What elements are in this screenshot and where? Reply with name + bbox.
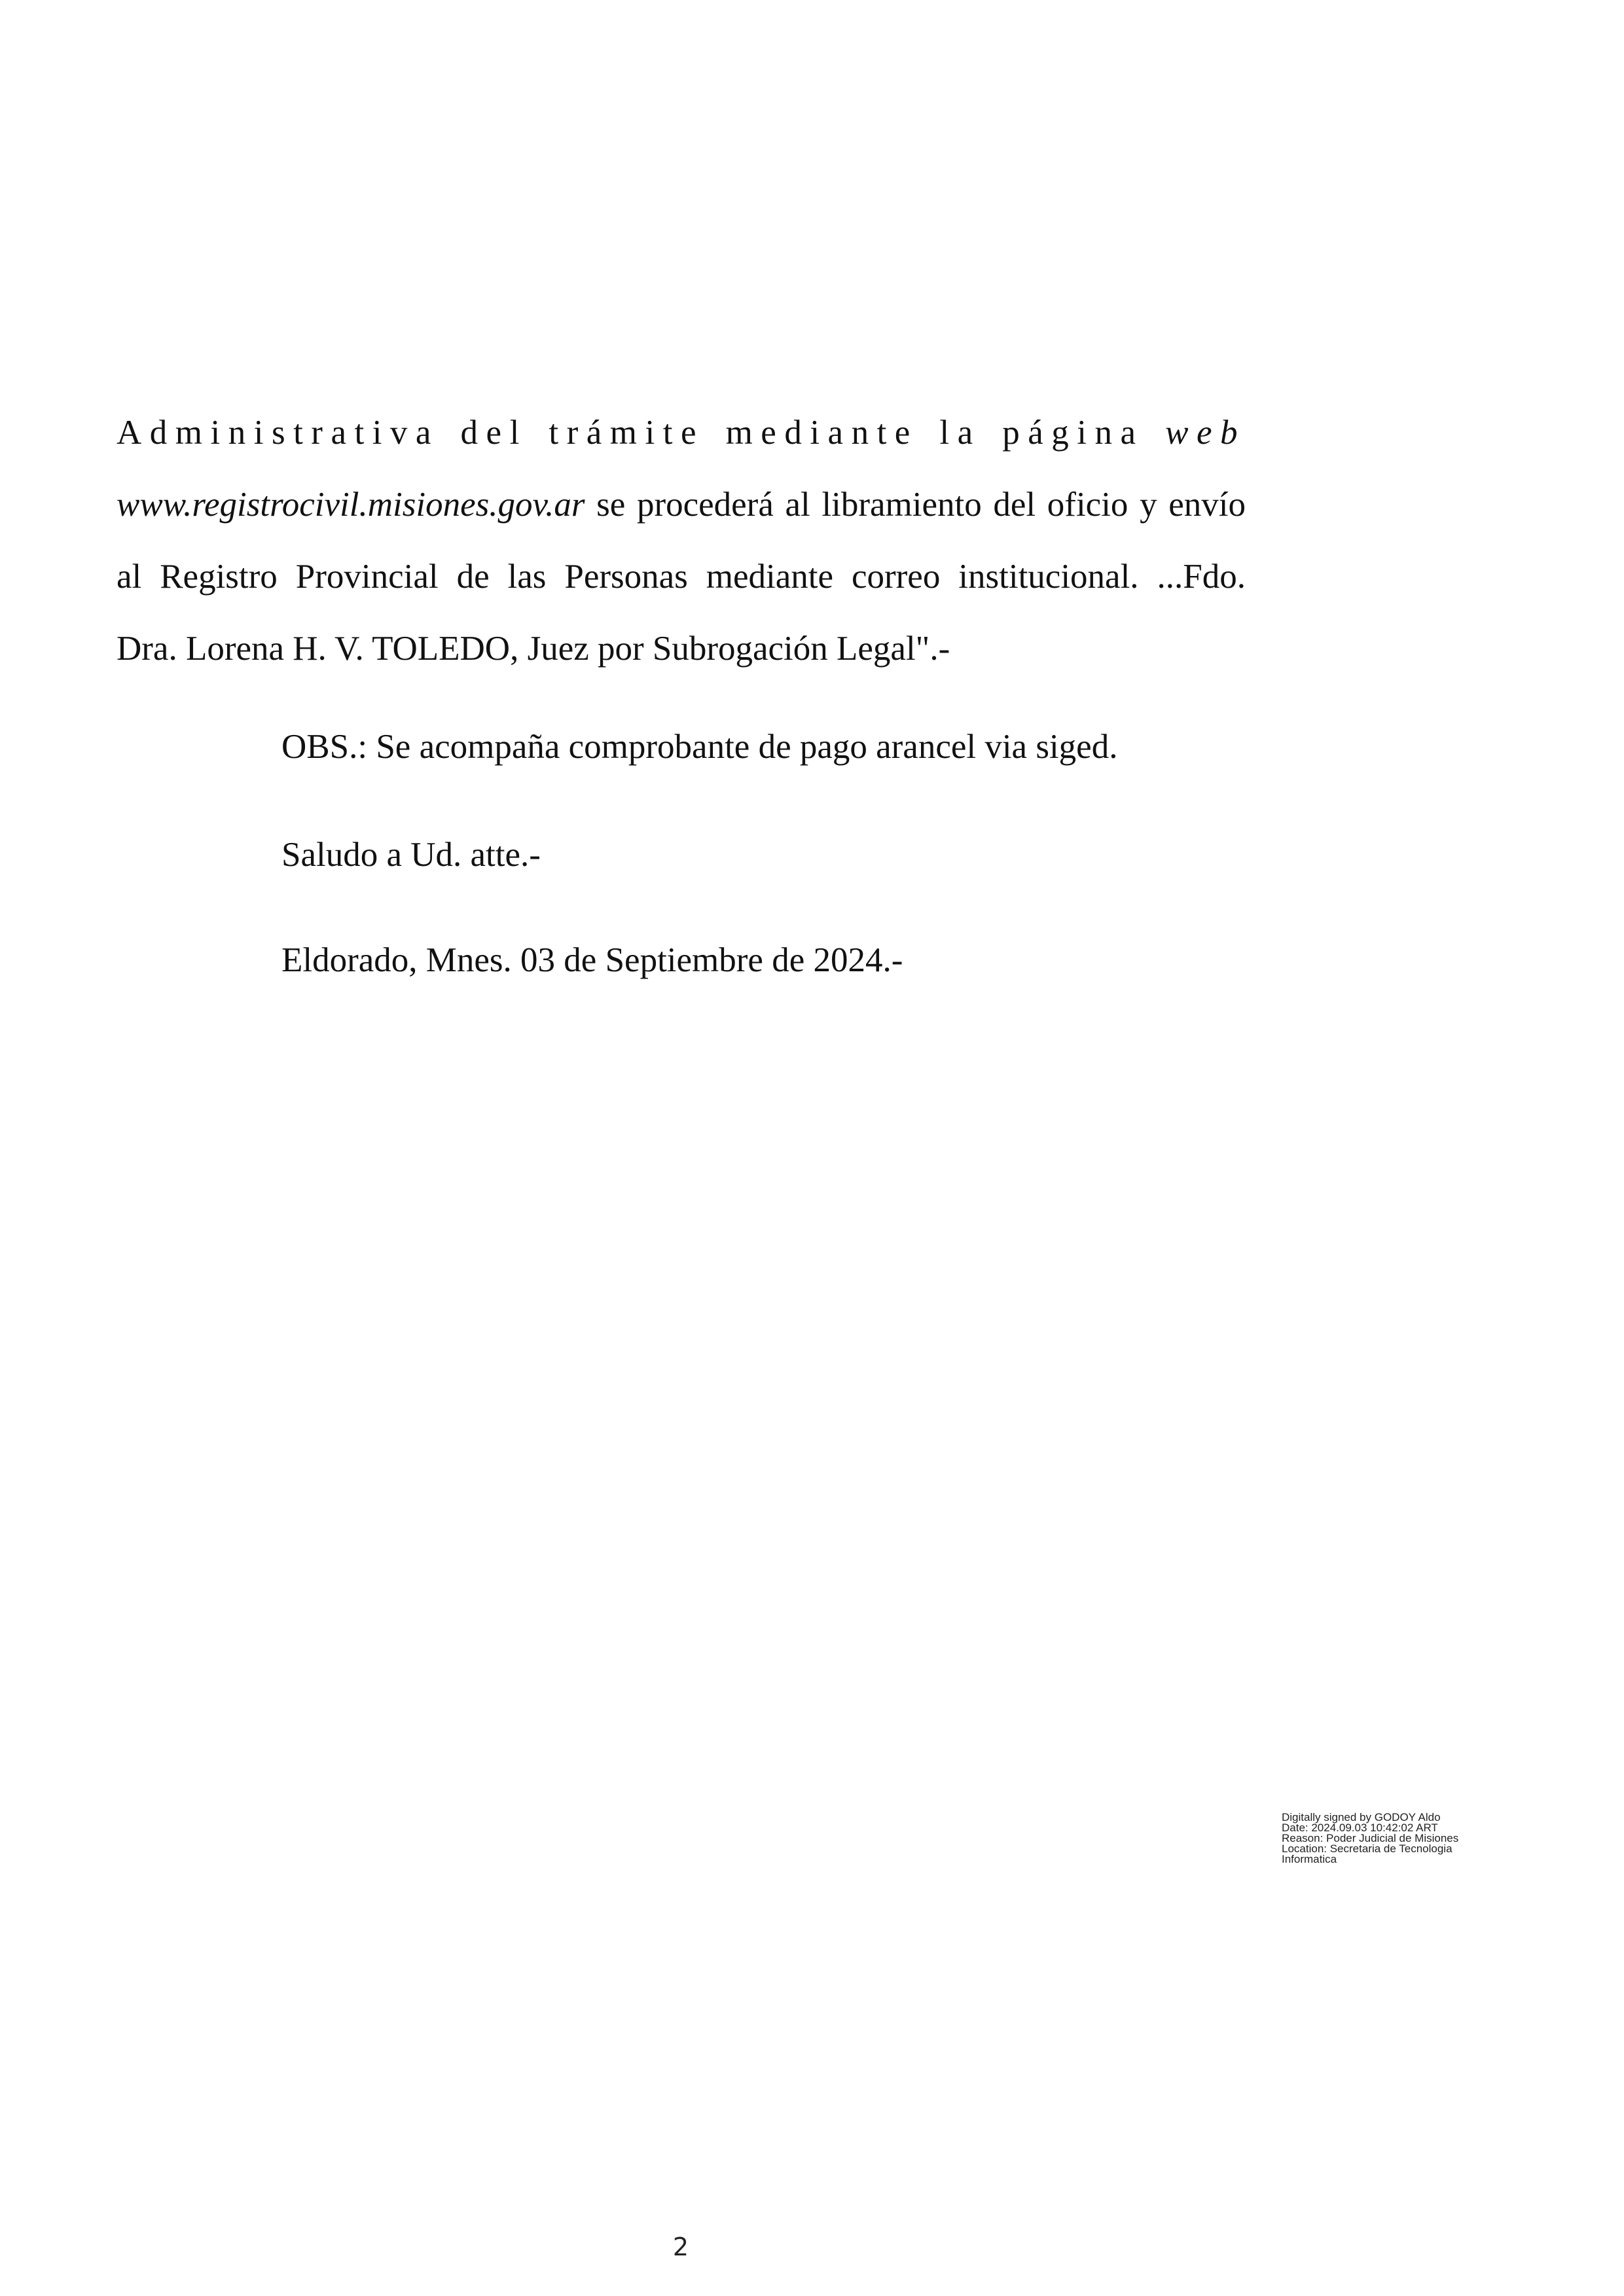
digital-signature-block — [1282, 1812, 1458, 1865]
registry-url: www.registrocivil.misiones.gov.ar — [117, 486, 585, 524]
signature-location: Location: Secretaria de Tecnologia — [1282, 1842, 1453, 1855]
obs-paragraph: OBS.: Se acompaña comprobante de pago arancel via siged. — [281, 728, 1118, 766]
place-date-paragraph: Eldorado, Mnes. 03 de Septiembre de 2024.- — [281, 941, 903, 979]
body-paragraph — [117, 397, 1246, 685]
page-number: 2 — [672, 2233, 689, 2261]
body-line-3: al Registro Provincial de las Personas mediante correo institucional. ...Fdo. — [117, 558, 1246, 596]
body-line-2-text: se procederá al libramiento del oficio y envío — [585, 486, 1246, 524]
signature-date: Date: 2024.09.03 10:42:02 ART — [1282, 1821, 1438, 1834]
body-line-1-text: Administrativa del trámite mediante la página — [117, 414, 1166, 452]
body-line-2 — [117, 469, 1246, 541]
greeting-paragraph: Saludo a Ud. atte.- — [281, 836, 541, 874]
body-line-1 — [117, 397, 1246, 469]
signature-reason: Reason: Poder Judicial de Misiones — [1282, 1832, 1459, 1844]
signature-location-cont: Informatica — [1282, 1853, 1337, 1865]
body-line-1-italic: web — [1165, 414, 1246, 452]
signature-signed-by: Digitally signed by GODOY Aldo — [1282, 1811, 1441, 1823]
body-line-4: Dra. Lorena H. V. TOLEDO, Juez por Subrogación Legal".- — [117, 630, 950, 668]
